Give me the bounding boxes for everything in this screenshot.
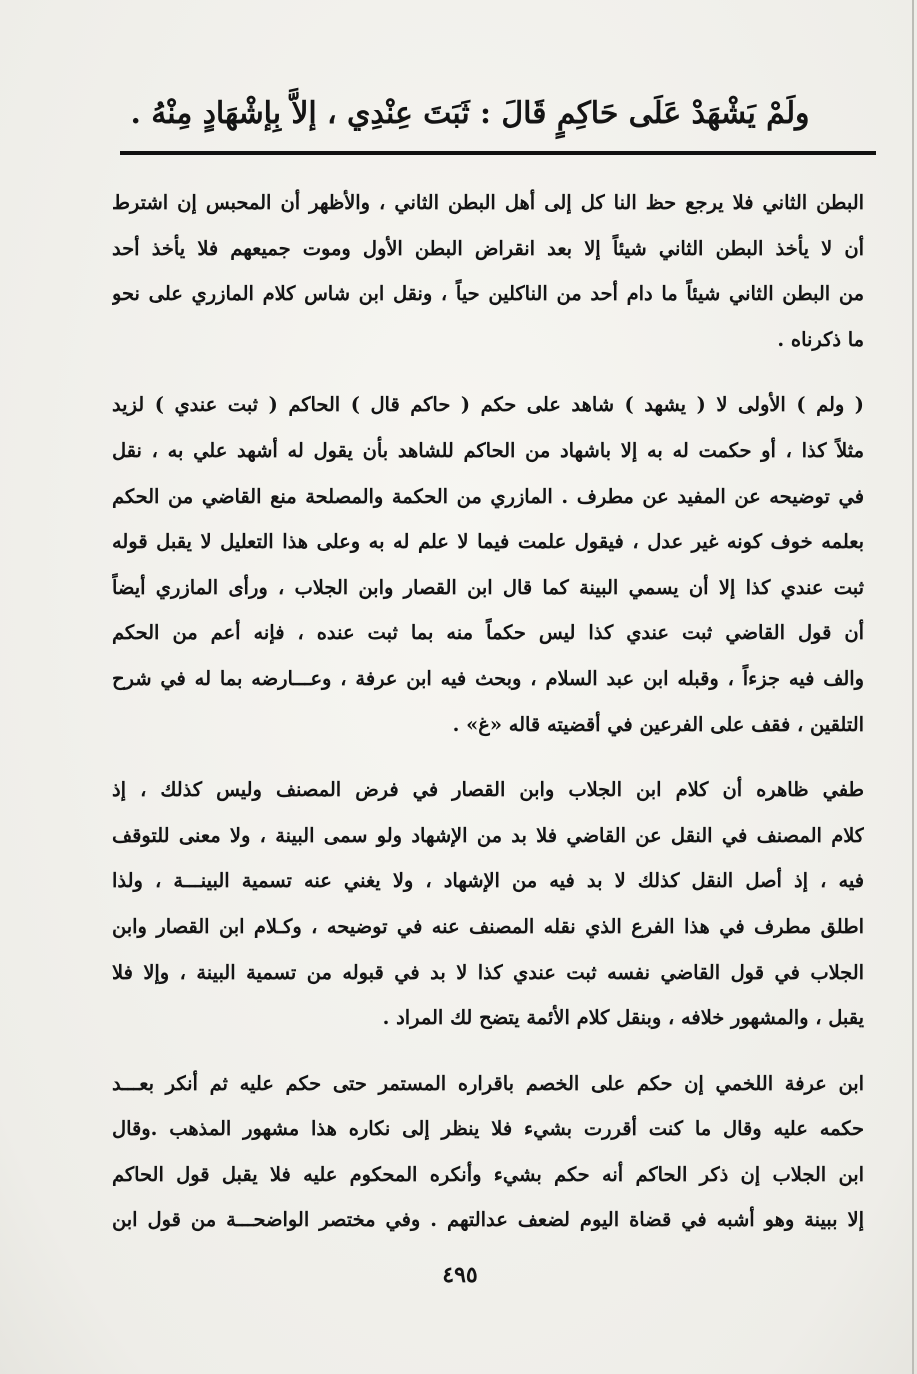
commentary-body bbox=[112, 180, 864, 1243]
verse-header: ولَمْ يَشْهَدْ عَلَى حَاكِمٍ قَالَ : ثَبَتَ عِنْدِي ، إلاَّ بِإشْهَادٍ مِنْهُ . bbox=[130, 96, 810, 131]
text-line: ( ولم ) الأولى لا ( يشهد ) شاهد على حكم ( حاكم قال ) الحاكم ( ثبت عندي ) لزيد bbox=[112, 393, 864, 417]
text-line: من البطن الثاني شيئاً ما دام أحد من الناكلين حياً ، ونقل ابن شاس كلام المازري على نحو bbox=[112, 282, 864, 306]
text-line: ابن الجلاب إن ذكر الحاكم أنه حكم بشيء وأنكره المحكوم عليه فلا يقبل قول الحاكم bbox=[112, 1162, 864, 1186]
page-edge-shadow bbox=[912, 0, 914, 1374]
text-line: ما ذكرناه . bbox=[777, 327, 864, 351]
text-line: البطن الثاني فلا يرجع حظ النا كل إلى أهل البطن الثاني ، والأظهر أن المحبس إن اشترط bbox=[112, 191, 864, 214]
text-line: اطلق مطرف في هذا الفرع الذي نقله المصنف عنه في توضيحه ، وكـلام ابن القصار وابن bbox=[112, 914, 864, 938]
text-line: ثبت عندي كذا إلا أن يسمي البينة كما قال ابن القصار وابن الجلاب ، ورأى المازري أيضاً bbox=[112, 575, 864, 599]
text-line: في توضيحه عن المفيد عن مطرف . المازري من الحكمة والمصلحة منع القاضي من الحكم bbox=[112, 484, 864, 508]
paragraph bbox=[112, 382, 864, 747]
text-line: مثلاً كذا ، أو حكمت له به إلا باشهاد من الحاكم للشاهد بأن يقول له أشهد علي به ، نقل bbox=[112, 438, 864, 462]
text-line: أن لا يأخذ البطن الثاني شيئاً إلا بعد انقراض البطن الأول وموت جميعهم فلا يأخذ أحد bbox=[112, 236, 864, 260]
text-line: التلقين ، فقف على الفرعين في أقضيته قاله «غ» . bbox=[452, 712, 864, 736]
text-line: حكمه عليه وقال ما كنت أقررت بشيء فلا ينظر إلى نكاره هذا مشهور المذهب .وقال bbox=[112, 1117, 864, 1141]
text-line: بعلمه خوف كونه غير عدل ، فيقول علمت فيما لا علم له به وعلى هذا التعليل لا يقبل قوله bbox=[112, 530, 864, 554]
header-rule bbox=[120, 151, 876, 155]
text-line: فيه ، إذ أصل النقل كذلك لا بد فيه من الإشهاد ، ولا يغني عنه تسمية البينـــة ، ولذا bbox=[112, 869, 864, 893]
paragraph bbox=[112, 767, 864, 1041]
paragraph bbox=[112, 1061, 864, 1243]
text-line: يقبل ، والمشهور خلافه ، وبنقل كلام الأئمة يتضح لك المراد . bbox=[382, 1006, 864, 1030]
text-line: الجلاب في قول القاضي نفسه ثبت عندي كذا لا بد في قبوله من تسمية البينة ، وإلا فلا bbox=[112, 960, 864, 984]
text-line: كلام المصنف في النقل عن القاضي فلا بد من الإشهاد ولو سمى البينة ، ولا معنى للتوقف bbox=[112, 823, 864, 847]
text-line: أن قول القاضي ثبت عندي كذا ليس حكماً منه بما ثبت عنده ، فإنه أعم من الحكم bbox=[112, 621, 864, 645]
text-line: إلا ببينة وهو أشبه في قضاة اليوم لضعف عدالتهم . وفي مختصر الواضحـــة من قول ابن bbox=[112, 1208, 864, 1232]
text-line: والف فيه جزءاً ، وقبله ابن عبد السلام ، وبحث فيه ابن عرفة ، وعـــارضه بما له في شرح bbox=[112, 666, 864, 690]
page-number: ٤٩٥ bbox=[442, 1262, 478, 1288]
text-line: ابن عرفة اللخمي إن حكم على الخصم باقراره المستمر حتى حكم عليه ثم أنكر بعـــد bbox=[112, 1071, 864, 1095]
paragraph bbox=[112, 180, 864, 362]
text-line: طفي ظاهره أن كلام ابن الجلاب وابن القصار في فرض المصنف وليس كذلك ، إذ bbox=[112, 778, 864, 802]
